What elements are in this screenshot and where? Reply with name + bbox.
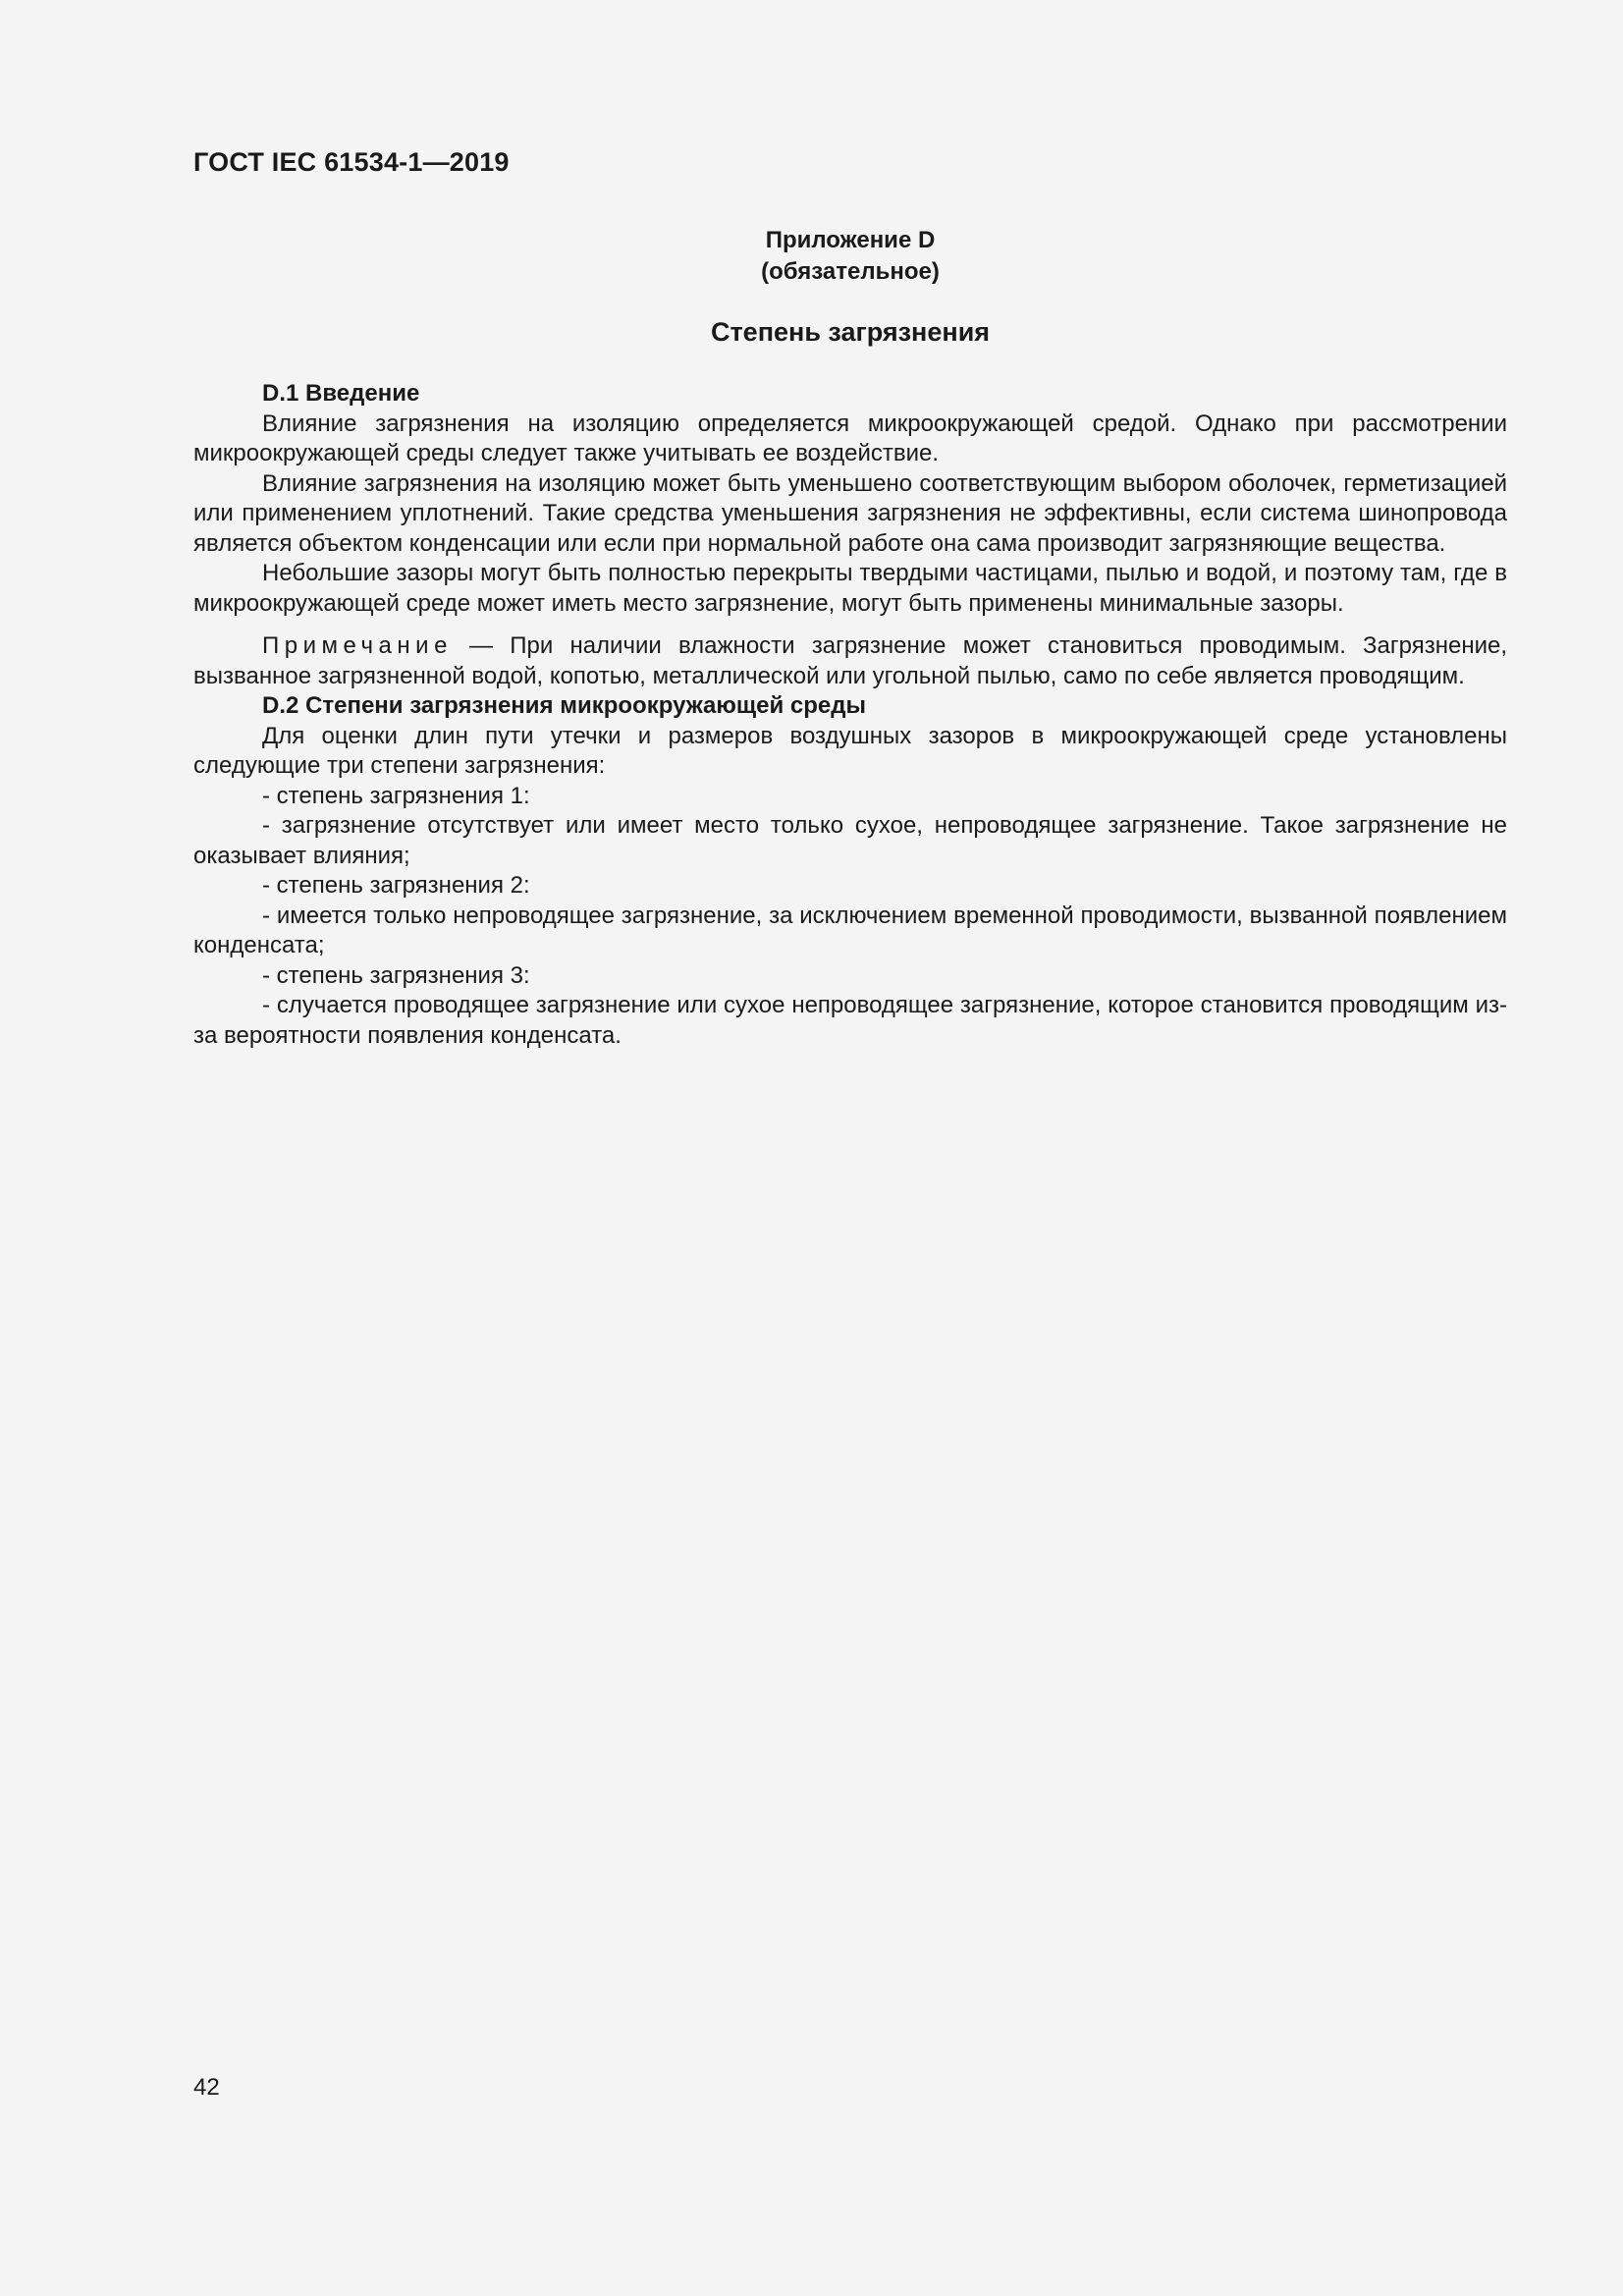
appendix-heading: Степень загрязнения [710, 317, 991, 347]
list-item: - загрязнение отсутствует или имеет место только сухое, непроводящее загрязнение. Такое загрязнение не оказывает влияния; [193, 812, 1507, 869]
paragraph: Влияние загрязнения на изоляцию может быть уменьшено соответствующим выбором оболочек, герметизацией или применением уплотнений. Такие средства уменьшения загрязнения не эффективны, если система шинопровода является объектом конденсации или если при нормальной работе она сама производит загрязняющие вещества. [193, 469, 1507, 557]
paragraph: Для оценки длин пути утечки и размеров воздушных зазоров в микроокружающей среде установлены следующие три степени загрязнения: [193, 722, 1507, 779]
document-code: ГОСТ IEC 61534-1—2019 [193, 147, 510, 177]
note-text: — При наличии влажности загрязнение может становиться проводимым. Загрязнение, вызванное загрязненной водой, копотью, металлической или угольной пылью, само по себе является проводящим. [193, 632, 1507, 689]
list-item: - случается проводящее загрязнение или сухое непроводящее загрязнение, которое становится проводящим из-за вероятности появления конденсата. [193, 992, 1507, 1049]
appendix-title: Приложение D [765, 227, 936, 253]
note [193, 631, 1507, 691]
list-item: - имеется только непроводящее загрязнение, за исключением временной проводимости, вызванной появлением конденсата; [193, 902, 1507, 958]
section-heading-d1: D.1 Введение [262, 380, 420, 407]
page-number: 42 [193, 2074, 220, 2101]
section-heading-d2: D.2 Степени загрязнения микроокружающей среды [262, 692, 866, 719]
paragraph: Небольшие зазоры могут быть полностью перекрыты твердыми частицами, пылью и водой, и поэтому там, где в микроокружающей среде может иметь место загрязнение, могут быть применены минимальные зазоры. [193, 560, 1507, 617]
list-item: - степень загрязнения 1: [262, 782, 530, 809]
document-body [193, 379, 1507, 1051]
paragraph: Влияние загрязнения на изоляцию определяется микроокружающей средой. Однако при рассмотрении микроокружающей среды следует также учитывать ее воздействие. [193, 410, 1507, 466]
note-label: Примечание [262, 632, 453, 659]
list-item: - степень загрязнения 2: [262, 872, 530, 899]
list-item: - степень загрязнения 3: [262, 961, 530, 989]
appendix-status: (обязательное) [761, 258, 940, 285]
